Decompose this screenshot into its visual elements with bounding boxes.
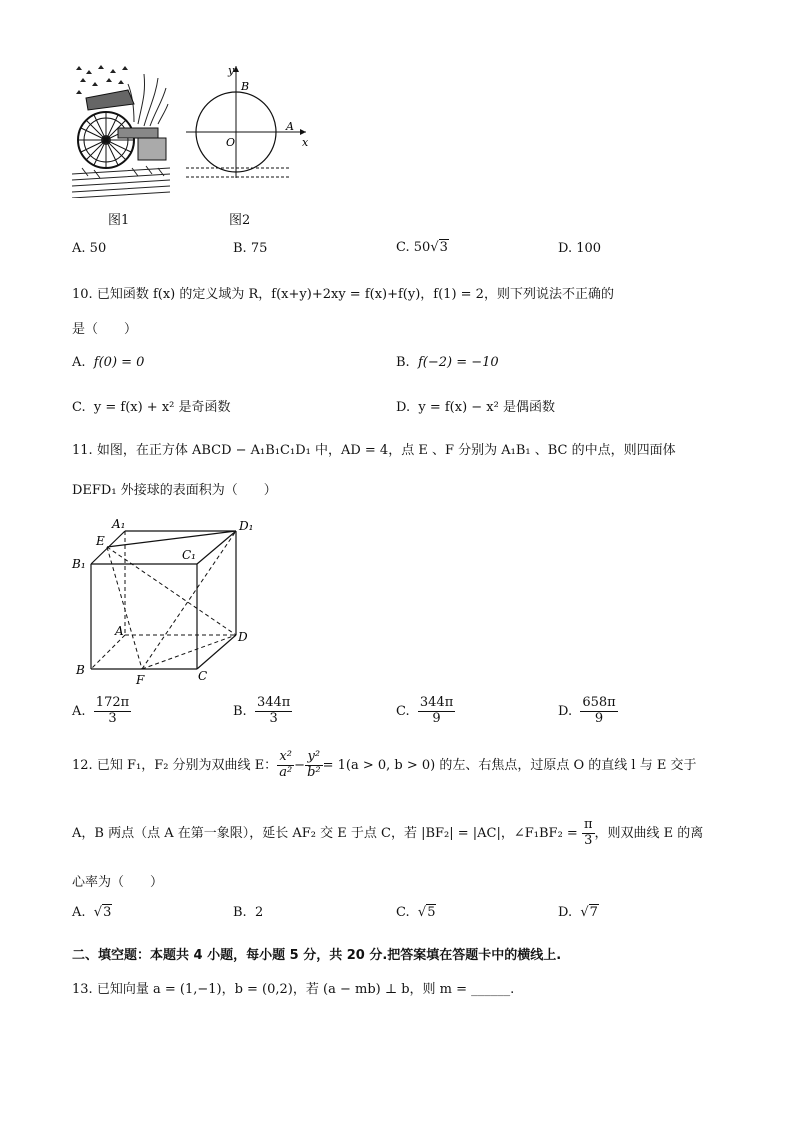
q12-stem-line2: A，B 两点（点 A 在第一象限），延长 AF₂ 交 E 于点 C，若 |BF₂| = |AC|，∠F₁BF₂ = $\frac{\pi}{3}$ ，则双曲线 E 的离 <box>72 817 704 848</box>
section-2-heading: 二、填空题：本题共 4 小题，每小题 5 分，共 20 分.把答案填在答题卡中的横线上. <box>72 948 562 963</box>
q12-option-d[interactable]: D. √7 <box>558 905 598 920</box>
label-F: F <box>136 673 145 686</box>
label-y: y <box>228 64 235 77</box>
label-C: C <box>198 669 208 683</box>
q10-stem-line1: 10. 已知函数 f(x) 的定义域为 R，f(x+y)+2xy = f(x)+f(y)，f(1) = 2，则下列说法不正确的 <box>72 287 614 302</box>
label-D: D <box>238 630 248 644</box>
q11-stem-line2: DEFD₁ 外接球的表面积为（ ） <box>72 483 277 498</box>
q11-option-c[interactable]: C. $\frac{344\pi}{9}$ <box>396 695 454 726</box>
label-C1: C₁ <box>182 548 196 562</box>
q9-option-d[interactable]: D. 100 <box>558 241 602 256</box>
x-axis-arrow <box>300 129 306 135</box>
segment-FD <box>142 635 236 669</box>
q12-option-a[interactable]: A. √3 <box>72 905 112 920</box>
q12-option-c[interactable]: C. √5 <box>396 905 436 920</box>
edge-AB <box>91 635 125 669</box>
q13-stem: 13. 已知向量 a = (1,−1)，b = (0,2)，若 (a − mb) ⊥ b，则 m = ______. <box>72 982 515 997</box>
label-A: A <box>286 120 294 133</box>
label-E: E <box>96 534 105 548</box>
label-O: O <box>226 136 236 149</box>
edge-ED1 <box>107 531 236 547</box>
q10-option-d[interactable]: D. y = f(x) − x² 是偶函数 <box>396 400 555 415</box>
label-B1: B₁ <box>72 557 86 571</box>
q11-option-a[interactable]: A. $\frac{172\pi}{3}$ <box>72 695 130 726</box>
segment-EF <box>107 547 142 669</box>
q9-option-c[interactable]: C. 50√3 <box>396 240 448 255</box>
q12-option-b[interactable]: B. 2 <box>233 905 264 920</box>
q9-option-a[interactable]: A. 50 <box>72 241 107 256</box>
q10-option-b[interactable]: B. f(−2) = −10 <box>396 355 499 370</box>
q10-stem-line2: 是（ ） <box>72 322 138 337</box>
figure-2-circle-diagram <box>186 64 312 188</box>
q10-option-a[interactable]: A. f(0) = 0 <box>72 355 145 370</box>
label-A1: A₁ <box>112 517 126 531</box>
waterwheel-illustration <box>72 64 170 198</box>
figure-1-waterwheel <box>72 64 170 198</box>
label-D1: D₁ <box>239 519 254 533</box>
q12-stem-line1: 12. 已知 F₁，F₂ 分别为双曲线 E： $\frac{\text{x²}}{\text{a²}}$ − $\frac{\text{y²}}{\text{b²}}$ = 1(a > 0, b > 0) 的左、右焦点，过原点 O 的直线 l 与 E 交于 <box>72 749 697 780</box>
q9-option-b[interactable]: B. 75 <box>233 241 268 256</box>
label-A: A <box>115 624 124 638</box>
q12-stem-line3: 心率为（ ） <box>72 875 164 890</box>
q11-option-d[interactable]: D. $\frac{658\pi}{9}$ <box>558 695 616 726</box>
figure-1-caption: 图1 <box>108 213 130 228</box>
cube-diagram <box>70 514 260 686</box>
label-B: B <box>76 663 85 677</box>
q11-stem-line1: 11. 如图，在正方体 ABCD − A₁B₁C₁D₁ 中，AD = 4，点 E 、F 分别为 A₁B₁ 、BC 的中点，则四面体 <box>72 443 676 458</box>
edge-DC <box>197 635 236 669</box>
segment-ED <box>107 547 236 635</box>
figure-2-caption: 图2 <box>229 213 251 228</box>
edge-C1D1 <box>197 531 236 564</box>
label-B: B <box>241 80 250 93</box>
q11-option-b[interactable]: B. $\frac{344\pi}{3}$ <box>233 695 291 726</box>
label-x: x <box>302 136 309 149</box>
q10-option-c[interactable]: C. y = f(x) + x² 是奇函数 <box>72 400 231 415</box>
